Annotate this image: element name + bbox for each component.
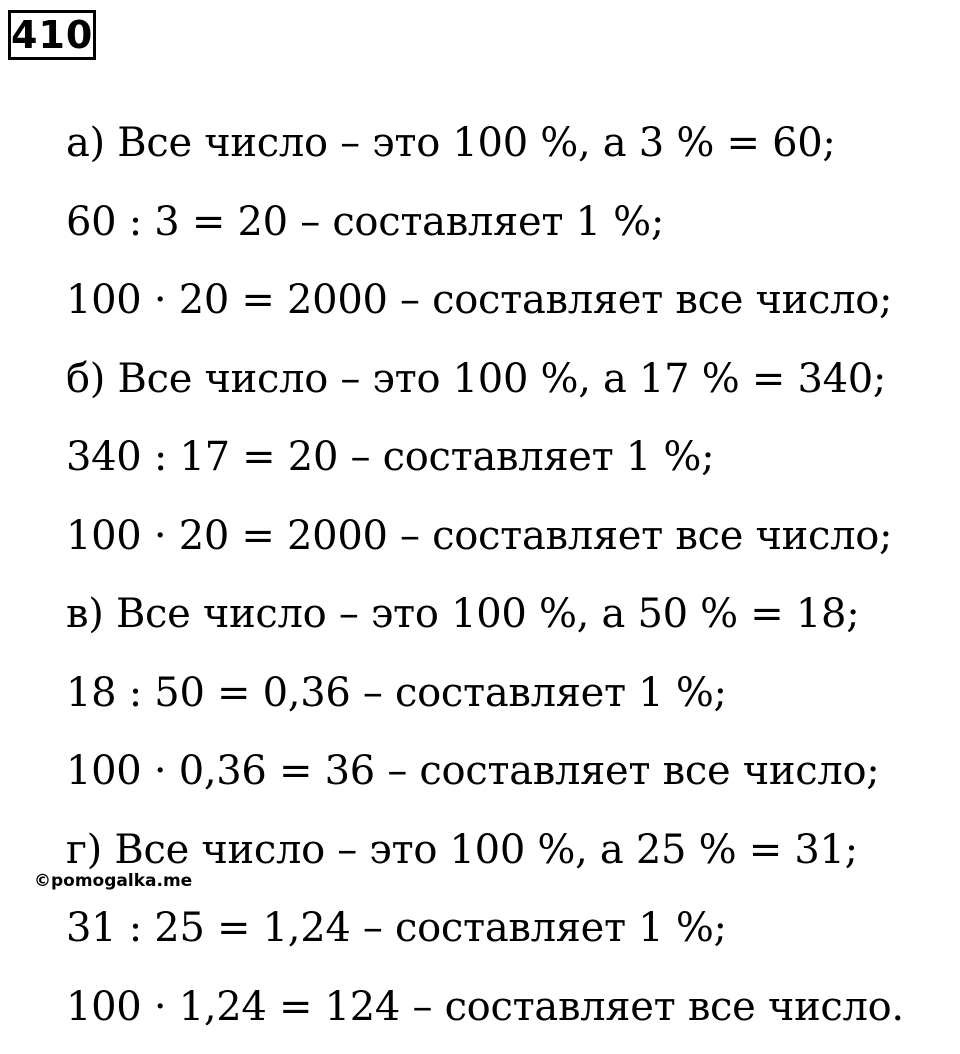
solution-line-a-condition: а) Все число – это 100 %, а 3 % = 60; — [66, 112, 956, 191]
solution-line-v-whole-number: 100 · 0,36 = 36 – составляет все число; — [66, 740, 956, 819]
solution-line-g-whole-number: 100 · 1,24 = 124 – составляет все число. — [66, 976, 956, 1054]
solution-line-v-one-percent: 18 : 50 = 0,36 – составляет 1 %; — [66, 662, 956, 741]
solution-line-g-one-percent: 31 : 25 = 1,24 – составляет 1 %; — [66, 897, 956, 976]
solution-line-v-condition: в) Все число – это 100 %, а 50 % = 18; — [66, 583, 956, 662]
watermark: ©pomogalka.me — [34, 870, 192, 892]
task-number-box: 410 — [8, 10, 96, 60]
solution-line-b-one-percent: 340 : 17 = 20 – составляет 1 %; — [66, 426, 956, 505]
solution-line-b-condition: б) Все число – это 100 %, а 17 % = 340; — [66, 348, 956, 427]
solution-line-g-condition: г) Все число – это 100 %, а 25 % = 31; — [66, 819, 956, 898]
solution-line-b-whole-number: 100 · 20 = 2000 – составляет все число; — [66, 505, 956, 584]
solution-line-a-one-percent: 60 : 3 = 20 – составляет 1 %; — [66, 191, 956, 270]
solution-line-a-whole-number: 100 · 20 = 2000 – составляет все число; — [66, 269, 956, 348]
solution-text — [66, 112, 956, 1054]
